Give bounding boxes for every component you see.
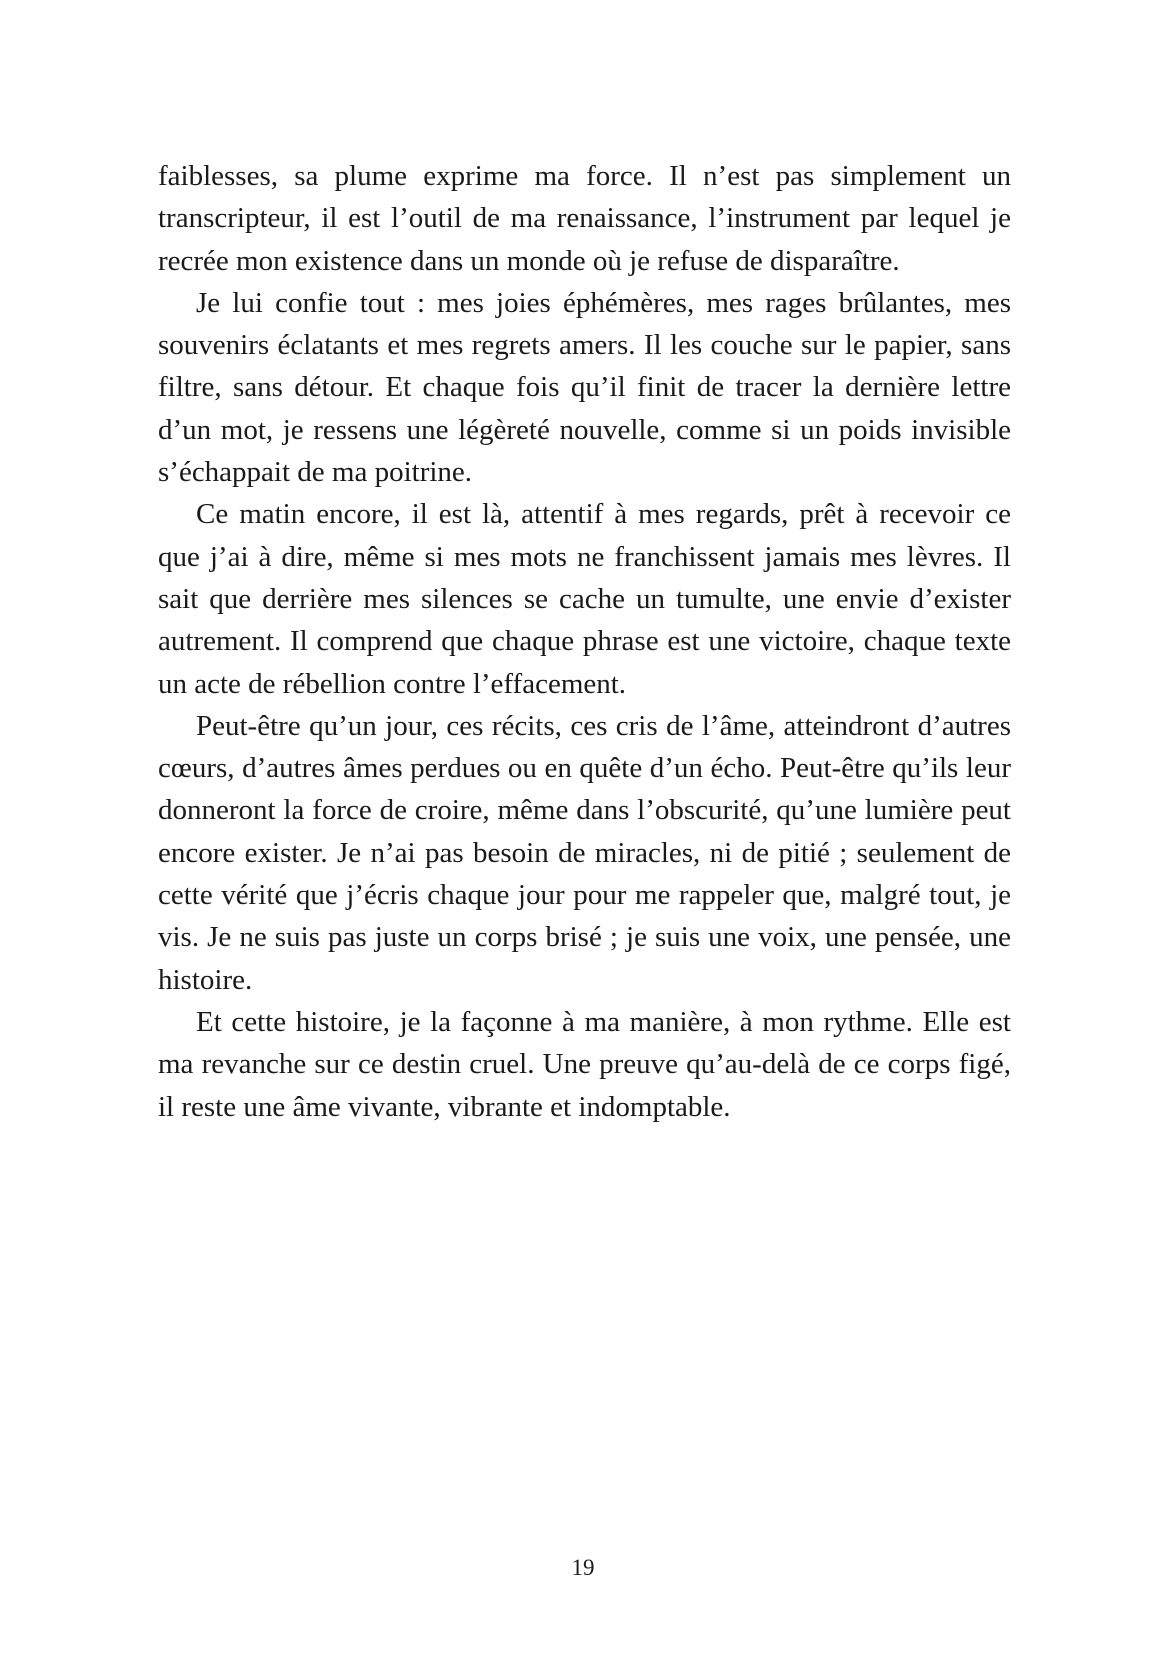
paragraph: Peut-être qu’un jour, ces récits, ces cris de l’âme, atteindront d’autres cœurs, d’autres âmes perdues ou en quête d’un écho. Peut-être qu’ils leur donneront la force de croire, même dans l’obscurité, qu’une lumière peut encore exister. Je n’ai pas besoin de miracles, ni de pitié ; seulement de cette vérité que j’écris chaque jour pour me rappeler que, malgré tout, je vis. Je ne suis pas juste un corps brisé ; je suis une voix, une pensée, une histoire. — [158, 709, 1011, 996]
paragraph: Ce matin encore, il est là, attentif à mes regards, prêt à recevoir ce que j’ai à dire, même si mes mots ne franchissent jamais mes lèvres. Il sait que derrière mes silences se cache un tumulte, une envie d’exister autrement. Il comprend que chaque phrase est une victoire, chaque texte un acte de rébellion contre l’effacement. — [158, 498, 1011, 700]
paragraph: Et cette histoire, je la façonne à ma manière, à mon rythme. Elle est ma revanche sur ce destin cruel. Une preuve qu’au-delà de ce corps figé, il reste une âme vivante, vibrante et indomptable. — [158, 1005, 1011, 1123]
body-text — [158, 155, 1011, 1128]
paragraph: Je lui confie tout : mes joies éphémères, mes rages brûlantes, mes souvenirs éclatants et mes regrets amers. Il les couche sur le papier, sans filtre, sans détour. Et chaque fois qu’il finit de tracer la dernière lettre d’un mot, je ressens une légèreté nouvelle, comme si un poids invisible s’échappait de ma poitrine. — [158, 286, 1011, 489]
paragraph-continued: faiblesses, sa plume exprime ma force. Il n’est pas simplement un transcripteur, il est l’outil de ma renaissance, l’instrument par lequel je recrée mon existence dans un monde où je refuse de disparaître. — [158, 160, 1011, 277]
page-number: 19 — [571, 1555, 595, 1580]
